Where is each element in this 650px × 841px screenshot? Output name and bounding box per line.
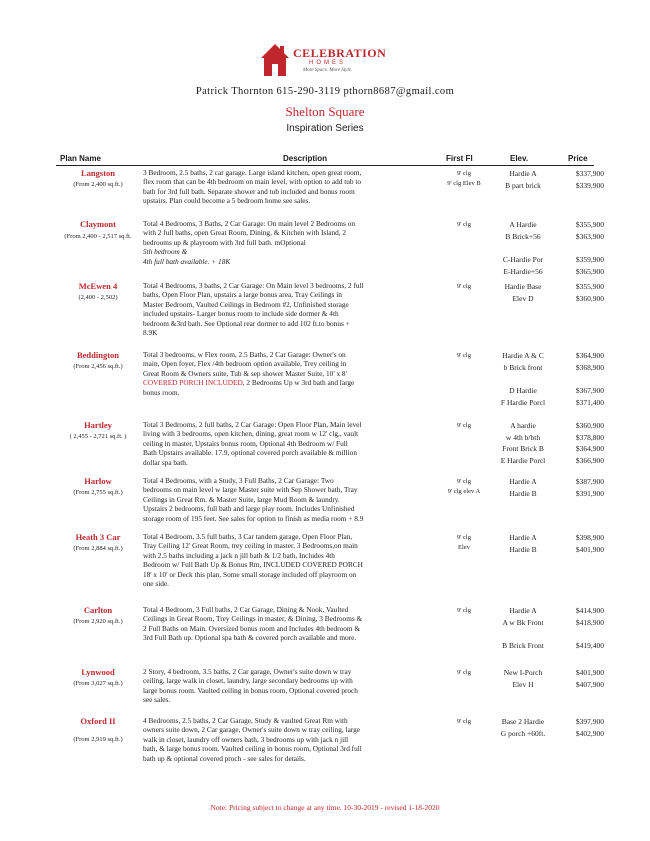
description-line: Total 4 Bedrooms, 3 Baths, 2 Car Garage: On main level 2 Bedrooms on — [143, 219, 356, 228]
price-list — [556, 476, 604, 499]
description-line: 2 Full Baths on Main. Oversized bonus room and Includes 4th bedroom & — [143, 623, 361, 633]
plan-description — [143, 168, 443, 206]
description-line: Total 4 Bedroom, 3 Full baths, 2 Car Garage, Dining & Nook, Vaulted — [143, 605, 349, 614]
description-line: storage room of 195 feet. See sales for option to finish as media room + 8.9 — [143, 513, 364, 523]
first-floor-line: 9' clg — [457, 669, 471, 676]
plan-name: Hartley — [84, 420, 112, 430]
elevation-item: E-Hardie+56 — [503, 266, 543, 276]
plan-name: Carlton — [83, 605, 113, 615]
description-line: bath for 3rd full bath. Separate shower and tub included and bonus room — [143, 186, 355, 196]
plan-size: (From 2,456 sq.ft.) — [73, 363, 123, 370]
description-line: Total 4 Bedrooms, with a Study, 3 Full Baths, 2 Car Garage: Two — [143, 476, 334, 485]
plan-description — [143, 605, 443, 643]
elevation-item: A Hardie — [509, 220, 537, 229]
elevation-item: Hardie A — [509, 169, 537, 178]
elevation-list — [488, 281, 558, 304]
price-item: $391,900 — [575, 488, 604, 498]
elevation-item: C-Hardie Por — [502, 254, 544, 264]
price-item: $414,900 — [575, 606, 604, 615]
description-line: included upstairs- Larger bonus room to include side dormer & 4th — [143, 309, 339, 319]
first-floor — [440, 351, 488, 361]
description-line: 2 Story, 4 bedroom, 3.5 baths, 2 Car garage, Owner's suite down w tray — [143, 667, 352, 676]
house-icon — [259, 40, 291, 80]
price-list — [556, 605, 604, 652]
description-line: Great Room & Owners suite, Tub & sep shower Master Suite, 10' x 8' — [143, 368, 347, 378]
price-item: $387,900 — [575, 477, 604, 486]
first-floor-line: 9' clg — [457, 170, 471, 177]
price-item: $378,800 — [575, 432, 604, 442]
plan-size: (From 2,884 sq.ft.) — [73, 545, 123, 552]
price-item: $419,400 — [575, 640, 604, 650]
plan-name: McEwen 4 — [78, 281, 118, 291]
plan-name: Heath 3 Car — [75, 532, 121, 542]
description-line: Upstairs 2 bedrooms, full bath and large play room. Includes Unfinished — [143, 504, 355, 514]
description-line: walk in closet, laundry off owners bath, 3 bedrooms up with jack n jill — [143, 734, 349, 744]
elevation-item: B Brick Front — [502, 640, 544, 650]
plan-size: (From 2,400 sq.ft.) — [73, 181, 123, 188]
price-item: $397,900 — [575, 717, 604, 726]
plan-size: (From 2,755 sq.ft.) — [73, 489, 123, 496]
description-line: bath up & optional covered proch - see sales for details. — [143, 753, 306, 763]
optional-text: 4th full bath available. + 18K — [143, 256, 231, 266]
description-line: 4 Bedrooms, 2.5 baths, 2 Car Garage, Study & vaulted Great Rm with — [143, 716, 348, 725]
price-list — [556, 532, 604, 555]
elevation-item: Hardie A — [509, 533, 537, 542]
first-floor-line: 9' clg Elev B — [447, 180, 481, 188]
contact-line: Patrick Thornton 615-290-3119 pthorn8687@gmail.com — [195, 86, 455, 97]
price-list — [556, 281, 604, 304]
elevation-item: Hardie A — [509, 477, 537, 486]
price-item: $418,900 — [575, 617, 604, 627]
elevation-item — [488, 242, 558, 254]
description-line: Bath Upstairs available. 17.9, optional covered porch available & million — [143, 448, 357, 458]
price-item: $398,900 — [575, 533, 604, 542]
series-title: Inspiration Series — [286, 123, 364, 134]
elevation-list — [488, 532, 558, 555]
first-floor — [440, 668, 488, 678]
elevation-item: Base 2 Hardie — [501, 717, 545, 726]
price-item: $401,900 — [575, 668, 604, 677]
plan-size: (From 2,400 - 2,517 sq.ft. — [64, 233, 132, 240]
plan-name: Langston — [80, 168, 115, 178]
description-line: baths, Open Floor Plan, upstairs a large bonus area, Tray Ceilings in — [143, 290, 342, 300]
price-list — [556, 667, 604, 690]
community-title: Shelton Square — [285, 104, 365, 119]
price-item: $371,400 — [575, 397, 604, 407]
description-line: ceiling, large walk in closet, laundry, large secondary bedrooms up with — [143, 676, 353, 686]
col-plan-name: Plan Name — [60, 154, 101, 163]
price-list — [556, 350, 604, 408]
first-floor — [440, 220, 488, 230]
plan-size: (2,400 - 2,502) — [78, 294, 118, 301]
price-list — [556, 716, 604, 739]
celebration-homes-logo — [259, 40, 389, 84]
first-floor — [440, 169, 488, 190]
plan-description — [143, 350, 443, 397]
elevation-item: Elev D — [512, 293, 534, 303]
elevation-list — [488, 667, 558, 690]
description-line: with 2.5 baths including a jack n jill bath & 1/2 bath, Includes 4th — [143, 550, 335, 560]
col-elev: Elev. — [510, 154, 529, 163]
first-floor-line: 9' clg — [457, 607, 471, 614]
highlight-text: COVERED PORCH INCLUDED — [143, 378, 243, 388]
description-line: one side. — [143, 579, 169, 589]
plan-description — [143, 420, 443, 467]
elevation-list — [488, 476, 558, 499]
description-line: ceiling in master, Upstairs bonus room, Optional 4th Bedroom w/ Full — [143, 438, 348, 448]
price-item: $339,900 — [575, 180, 604, 190]
price-list — [556, 420, 604, 467]
first-floor-line: 9' clg — [457, 422, 471, 429]
description-line: Tray Ceiling 12' Great Room, trey ceiling in master, 3 Bedrooms,on main — [143, 541, 358, 551]
plan-description — [143, 281, 443, 338]
first-floor — [440, 606, 488, 616]
first-floor — [440, 533, 488, 554]
plan-name: Lynwood — [81, 667, 115, 677]
description-line: owners suite down, 2 Car garage, Owner's suite down w tray ceiling, large — [143, 725, 360, 735]
price-item — [556, 373, 604, 385]
first-floor-line: Elev — [458, 544, 470, 552]
description-line: Total 3 bedrooms, w Flex room, 2.5 Baths, 2 Car Garage: Owner's on — [143, 350, 346, 359]
price-item: $366,900 — [575, 455, 604, 465]
optional-text: 5th bedroom & — [143, 247, 188, 257]
price-item: $355,900 — [575, 220, 604, 229]
elevation-item: B Brick+56 — [505, 231, 541, 241]
description-line: 3 Bedroom, 2.5 baths, 2 car garage. Large island kitchen, open great room, — [143, 168, 362, 177]
price-item: $407,900 — [575, 679, 604, 689]
elevation-item: New I-Porch — [503, 668, 543, 677]
description-text: , 2 Bedrooms Up w 3rd bath and large — [242, 378, 355, 388]
price-item: $402,900 — [575, 728, 604, 738]
price-list — [556, 219, 604, 277]
elevation-item: Hardie B — [509, 488, 537, 498]
description-line — [143, 257, 443, 266]
elevation-item: F Hardie Porcl — [500, 397, 546, 407]
col-description: Description — [283, 154, 328, 163]
price-item — [556, 242, 604, 254]
elevation-item: Hardie B — [509, 544, 537, 554]
first-floor-line: 9' clg — [457, 352, 471, 359]
first-floor — [440, 477, 488, 498]
elevation-list — [488, 350, 558, 408]
first-floor-line: 9' clg elev A — [447, 488, 481, 496]
logo-wordmark: CELEBRATION — [293, 46, 387, 60]
pricing-note: Note: Pricing subject to change at any time. 10-30-2019 - revised 1-18-2020 — [210, 803, 440, 812]
price-item: $367,900 — [575, 385, 604, 395]
price-item: $364,900 — [575, 351, 604, 360]
description-line: flex room that can be 4th bedroom on main level, with option to add tub to — [143, 177, 362, 187]
description-line: main, Open foyer, Flex /4th bedroom option available, Trey ceiling in — [143, 359, 347, 369]
elevation-item: b Brick front — [503, 362, 543, 372]
elevation-list — [488, 716, 558, 739]
description-line — [143, 247, 443, 256]
elevation-item: E Hardie Porcl — [500, 455, 546, 465]
header-rule — [56, 165, 594, 166]
elevation-item — [488, 373, 558, 385]
price-item — [556, 628, 604, 640]
elevation-list — [488, 219, 558, 277]
elevation-item: Hardie A & C — [502, 351, 544, 360]
plan-description — [143, 219, 443, 266]
plan-description — [143, 667, 443, 705]
plan-name: Harlow — [84, 476, 112, 486]
description-line: bedroom &3rd bath. See Optional rear dormer to add 102 ft.to bonus + — [143, 318, 350, 328]
plan-size: (From 3,027 sq.ft.) — [73, 680, 123, 687]
description-line — [143, 378, 443, 387]
plan-name: Beddington — [76, 350, 120, 360]
plan-description — [143, 532, 443, 589]
highlight-text: INCLUDED COVERED PORCH — [261, 560, 363, 570]
logo-sub: HOMES — [309, 60, 347, 66]
plan-name: Claymont — [80, 219, 116, 229]
description-line: Total 4 Bedrooms, 3 baths, 2 Car Garage: On Main level 3 bedrooms, 2 full — [143, 281, 364, 290]
plan-size: ( 2,455 - 2,721 sq.ft. ) — [69, 433, 127, 440]
first-floor — [440, 282, 488, 292]
price-item: $359,900 — [575, 254, 604, 264]
plan-name: Oxford II — [80, 716, 116, 726]
price-item: $368,900 — [575, 362, 604, 372]
elevation-item — [488, 628, 558, 640]
first-floor — [440, 717, 488, 727]
elevation-item: G porch +60ft. — [500, 728, 546, 738]
description-line: Ceilings in Great Room, Trey Ceilings in master, & Dining, 3 Bedrooms & — [143, 614, 363, 624]
plan-size: (From 2,920 sq.ft.) — [73, 618, 123, 625]
first-floor — [440, 421, 488, 431]
description-line: 3rd Full Bath up. Optional spa bath & covered porch available and more. — [143, 633, 357, 643]
price-item: $355,900 — [575, 282, 604, 291]
price-item: $360,900 — [575, 421, 604, 430]
elevation-list — [488, 168, 558, 191]
price-item: $364,900 — [575, 444, 604, 454]
price-item: $337,900 — [575, 169, 604, 178]
elevation-item: w 4th b/bth — [505, 432, 541, 442]
price-list — [556, 168, 604, 191]
first-floor-line: 9' clg — [457, 221, 471, 228]
logo-tagline: More Space. More Style. — [303, 68, 353, 73]
first-floor-line: 9' clg — [457, 478, 471, 485]
elevation-item: A hardie — [510, 421, 536, 430]
description-line: with 2 full baths, open Great Room, Dining, & Kitchen with Island, 2 — [143, 228, 347, 238]
description-line: Bedroom w/ Full Bath Up & Bonus Rm, INCLUDED COVERED PORCH — [143, 560, 363, 570]
description-line: dollar spa bath. — [143, 457, 188, 467]
price-item: $401,900 — [575, 544, 604, 554]
description-line: Ceilings in Great Rm. & Master Suite, large Mud Room & laundry. — [143, 494, 340, 504]
description-line: Total 3 Bedrooms, 2 full baths, 2 Car Garage: Open Floor Plan, Main level — [143, 420, 362, 429]
description-line: Total 4 Bedroom, 3.5 full baths, 3 Car tandem garage, Open Floor Plan, — [143, 532, 353, 541]
elevation-item: Hardie A — [509, 606, 537, 615]
description-line: bath, & large bonus room. Vaulted ceiling in bonus room, Optional 3rd full — [143, 744, 362, 754]
col-first-fl: First Fl — [446, 154, 473, 163]
plan-size: (From 2,919 sq.ft.) — [73, 736, 123, 743]
description-line: bedrooms up & playroom with 3rd full bath. mOptional — [143, 237, 306, 247]
elevation-item: Hardie Base — [504, 282, 542, 291]
description-line: upstairs. Plan could become a 5 bedroom home see sales. — [143, 196, 311, 206]
price-item: $365,900 — [575, 266, 604, 276]
elevation-list — [488, 420, 558, 467]
description-line: bedrooms on main level w large Master suite with Sep Shower bath, Tray — [143, 485, 358, 495]
elevation-item: B part brick — [505, 180, 541, 190]
first-floor-line: 9' clg — [457, 283, 471, 290]
elevation-item: A w Bk Front — [502, 617, 544, 627]
first-floor-line: 9' clg — [457, 534, 471, 541]
description-line: see sales. — [143, 695, 171, 705]
description-line: 8.9K — [143, 328, 158, 338]
col-price: Price — [568, 154, 588, 163]
elevation-list — [488, 605, 558, 652]
description-line: living with 3 bedrooms, open kitchen, dining, great room w 12' clg,, vault — [143, 429, 359, 439]
description-line: bonus room. — [143, 387, 180, 397]
price-item: $363,900 — [575, 231, 604, 241]
description-line: 18' x 10' or Deck this plan, Some small storage included off playroom on — [143, 569, 357, 579]
elevation-item: D Hardie — [509, 385, 537, 395]
first-floor-line: 9' clg — [457, 718, 471, 725]
price-item: $360,900 — [575, 293, 604, 303]
elevation-item: Elev H — [512, 679, 534, 689]
elevation-item: Front Brick B — [502, 444, 544, 454]
description-line: Master Bedroom, Vaulted Ceilings in Bedroom #2, Unfinished storage — [143, 299, 349, 309]
description-line: large bonus room. Vaulted ceiling in bonus room, Optional covered proch — [143, 685, 358, 695]
plan-description — [143, 716, 443, 763]
plan-description — [143, 476, 443, 523]
